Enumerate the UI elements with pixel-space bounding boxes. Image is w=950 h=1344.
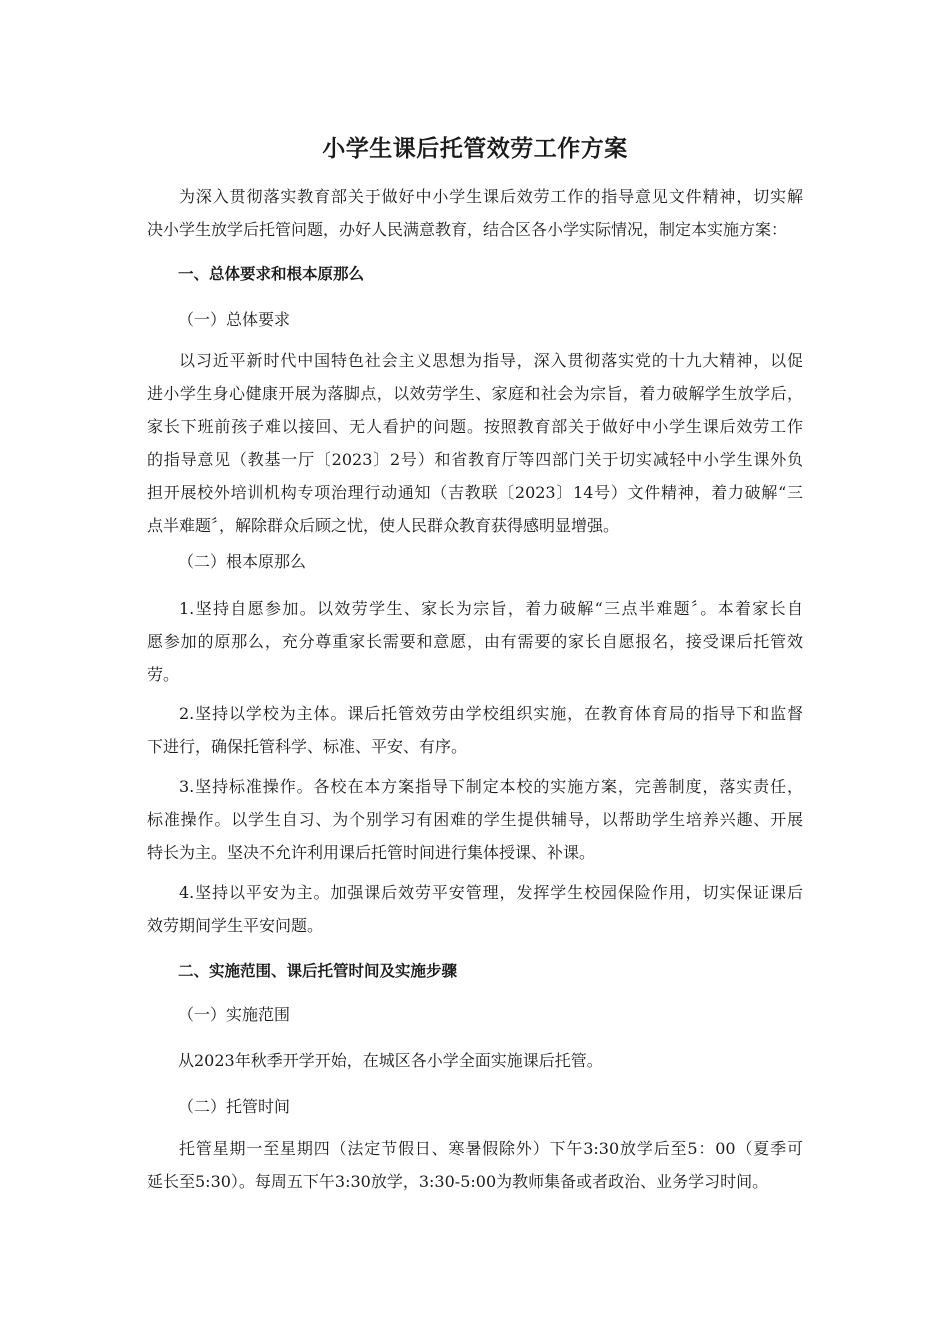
principle-item-4 [147,876,803,942]
paragraph-line: 愿参加的原那么，充分尊重家长需要和意愿，由有需要的家长自愿报名，接受课后托管效 [147,632,803,651]
paragraph-line: 1.坚持自愿参加。以效劳学生、家长为宗旨，着力破解“三点半难题〞。本着家长自 [179,599,803,618]
paragraph-line: 家长下班前孩子难以接回、无人看护的问题。按照教育部关于做好中小学生课后效劳工作 [147,417,803,436]
paragraph-line: 担开展校外培训机构专项治理行动通知（吉教联〔2023〕14号）文件精神，着力破解“三 [147,483,803,502]
principle-item-3 [147,770,803,869]
paragraph-line: 劳。 [147,665,180,684]
paragraph-line: 2.坚持以学校为主体。课后托管效劳由学校组织实施，在教育体育局的指导下和监督 [179,704,803,723]
paragraph-line: 点半难题〞，解除群众后顾之忧，使人民群众教育获得感明显增强。 [147,516,620,535]
paragraph-line: 3.坚持标准操作。各校在本方案指导下制定本校的实施方案，完善制度，落实责任， [179,777,803,796]
paragraph-line: 托管星期一至星期四（法定节假日、寒暑假除外）下午3:30放学后至5：00（夏季可 [179,1139,803,1158]
paragraph-line: 延长至5:30）。每周五下午3:30放学，3:30-5:00为教师集备或者政治、业务学习时间。 [147,1172,769,1191]
section1-sub1-label: （一）总体要求 [178,310,291,329]
section1-sub2-label: （二）根本原那么 [178,552,307,571]
section2-sub2-label: （二）托管时间 [178,1097,291,1116]
paragraph-line: 4.坚持以平安为主。加强课后效劳平安管理，发挥学生校园保险作用，切实保证课后 [179,883,803,902]
paragraph-line: 以习近平新时代中国特色社会主义思想为指导，深入贯彻落实党的十九大精神，以促 [179,351,803,370]
intro-line: 为深入贯彻落实教育部关于做好中小学生课后效劳工作的指导意见文件精神，切实解 [179,187,803,206]
section1-heading: 一、总体要求和根本原那么 [178,265,365,283]
paragraph-line: 特长为主。坚决不允许利用课后托管时间进行集体授课、补课。 [147,843,596,862]
intro-line: 决小学生放学后托管问题，办好人民满意教育，结合区各小学实际情况，制定本实施方案： [147,220,788,239]
section2-sub2-paragraph [147,1132,803,1198]
section1-sub1-paragraph [147,344,803,542]
document-title: 小学生课后托管效劳工作方案 [322,136,628,162]
section2-sub1-text: 从2023年秋季开学开始，在城区各小学全面实施课后托管。 [178,1051,603,1070]
principle-item-2 [147,697,803,763]
section2-sub1-label: （一）实施范围 [178,1005,291,1024]
paragraph-line: 标准操作。以学生自习、为个别学习有困难的学生提供辅导，以帮助学生培养兴趣、开展 [147,810,803,829]
section2-heading: 二、实施范围、课后托管时间及实施步骤 [178,962,458,980]
paragraph-line: 下进行，确保托管科学、标准、平安、有序。 [147,737,468,756]
principle-item-1 [147,592,803,691]
intro-paragraph [147,180,803,246]
paragraph-line: 进小学生身心健康开展为落脚点，以效劳学生、家庭和社会为宗旨，着力破解学生放学后， [147,384,803,403]
paragraph-line: 的指导意见（教基一厅〔2023〕2号）和省教育厅等四部门关于切实减轻中小学生课外负 [147,450,803,469]
paragraph-line: 效劳期间学生平安问题。 [147,916,324,935]
